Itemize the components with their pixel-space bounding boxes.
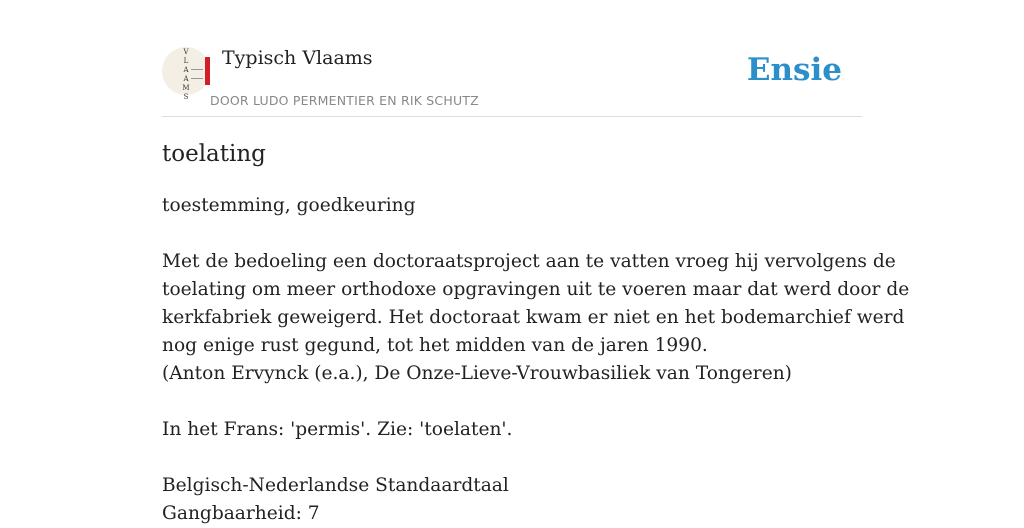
avatar-logo-letters: V L A A M S bbox=[182, 48, 190, 101]
brand-logo[interactable]: Ensie bbox=[746, 52, 842, 88]
entry-title: toelating bbox=[162, 141, 266, 167]
example-quote-line: kerkfabriek geweigerd. Het doctoraat kwam er niet en het bodemarchief werd bbox=[162, 307, 905, 328]
entry-content bbox=[162, 192, 910, 528]
site-header bbox=[162, 40, 862, 117]
quote-source-line: (Anton Ervynck (e.a.), De Onze-Lieve-Vrouwbasiliek van Tongeren) bbox=[162, 363, 792, 384]
definition-line: toestemming, goedkeuring bbox=[162, 195, 416, 216]
example-quote-line: nog enige rust gegund, tot het midden van de jaren 1990. bbox=[162, 335, 708, 356]
avatar-accent-stripe bbox=[205, 57, 210, 85]
language-variety-line: Belgisch-Nederlandse Standaardtaal bbox=[162, 475, 509, 496]
blank-line bbox=[162, 220, 862, 248]
frequency-line: Gangbaarheid: 7 bbox=[162, 503, 320, 524]
french-note-line: In het Frans: 'permis'. Zie: 'toelaten'. bbox=[162, 419, 513, 440]
example-quote-line: toelating om meer orthodoxe opgravingen uit te voeren maar dat werd door de bbox=[162, 279, 910, 300]
example-quote-line: Met de bedoeling een doctoraatsproject aan te vatten vroeg hij vervolgens de bbox=[162, 251, 896, 272]
authors-byline: DOOR LUDO PERMENTIER EN RIK SCHUTZ bbox=[210, 93, 479, 108]
avatar-logo-rules bbox=[191, 69, 203, 79]
blank-line bbox=[162, 388, 862, 416]
avatar[interactable] bbox=[162, 47, 210, 101]
blank-line bbox=[162, 444, 862, 472]
site-title[interactable]: Typisch Vlaams bbox=[222, 47, 373, 69]
